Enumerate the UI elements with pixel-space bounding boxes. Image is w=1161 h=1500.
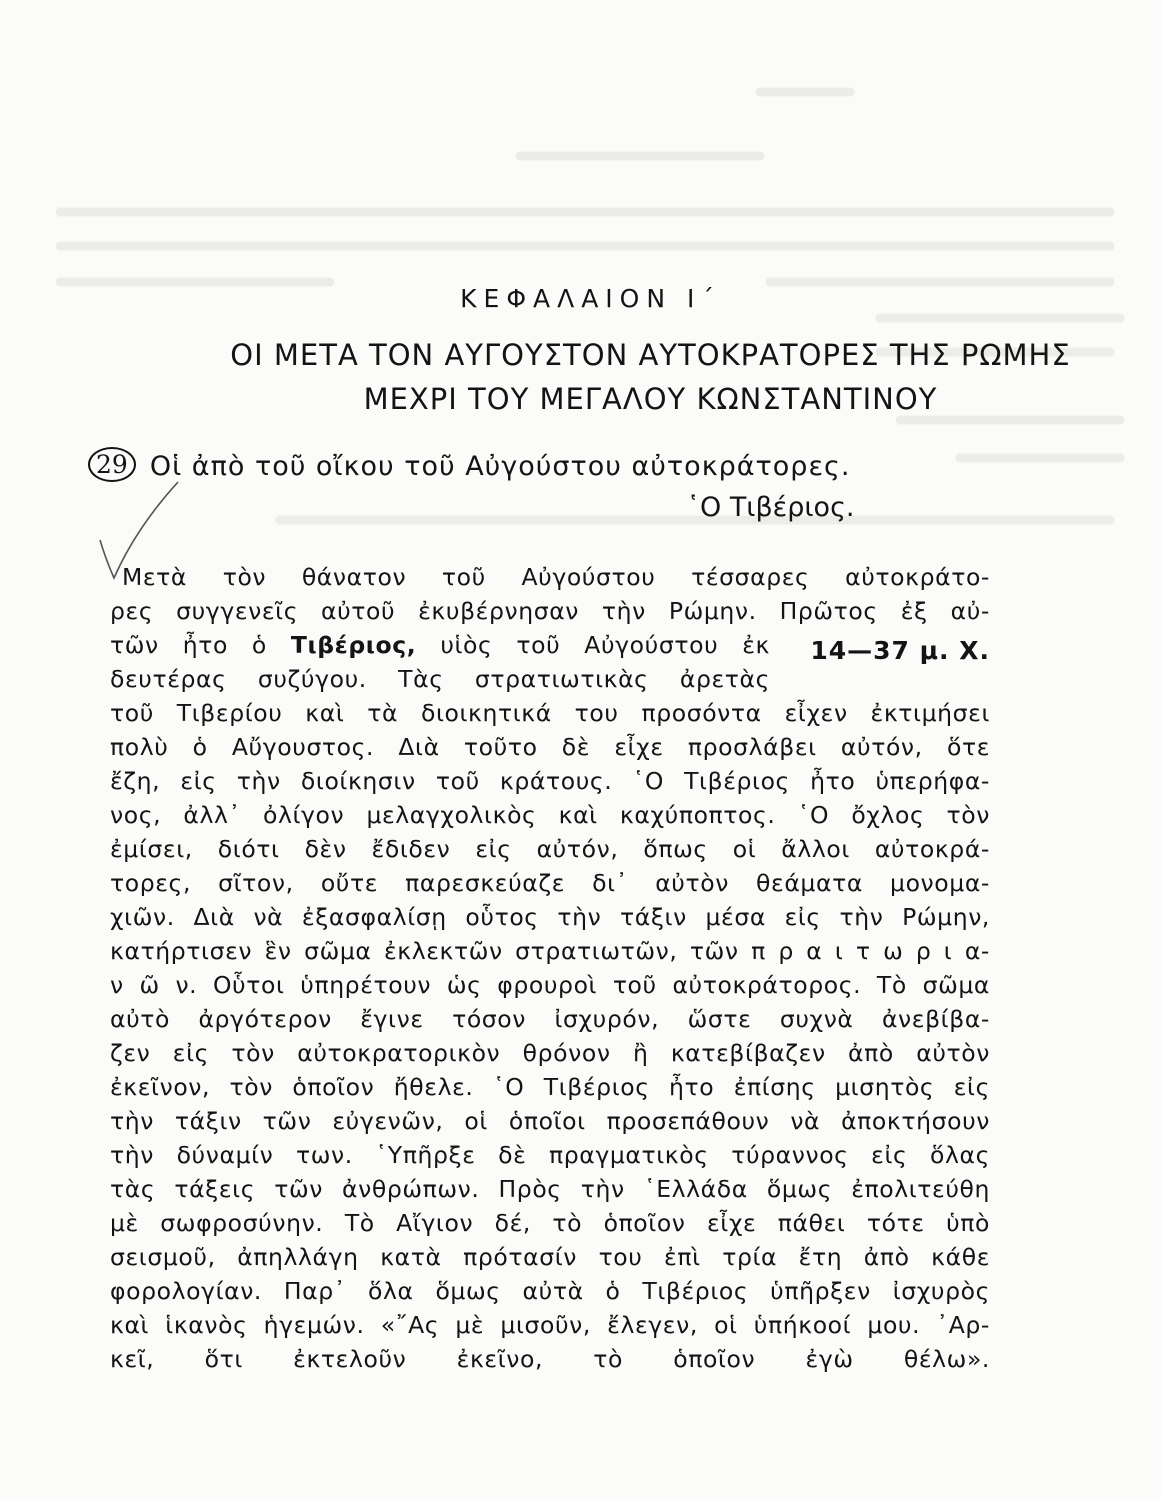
body-line: κατήρτισεν ἓν σῶμα ἐκλεκτῶν στρατιωτῶν, τῶν π ρ α ι τ ω ρ ι α- <box>110 937 990 965</box>
body-paragraph-start <box>110 560 990 628</box>
chapter-title-line-1: ΟΙ ΜΕΤΑ ΤΟΝ ΑΥΓΟΥΣΤΟΝ ΑΥΤΟΚΡΑΤΟΡΕΣ ΤΗΣ ΡΩΜΗΣ <box>230 338 1071 372</box>
body-line: μὲ σωφροσύνην. Τὸ Αἴγιον δέ, τὸ ὁποῖον εἶχε πάθει τότε ὑπὸ <box>110 1209 990 1237</box>
body-line: σεισμοῦ, ἀπηλλάγη κατὰ πρότασίν του ἐπὶ τρία ἔτη ἀπὸ κάθε <box>110 1243 990 1271</box>
body-line <box>110 1376 990 1410</box>
section-subtitle: ῾Ο Τιβέριος. <box>686 492 855 523</box>
body-line: ν ῶ ν. Οὗτοι ὑπηρέτουν ὡς φρουροὶ τοῦ αὐτοκράτορος. Τὸ σῶμα <box>110 971 990 999</box>
body-line: Μετὰ τὸν θάνατον τοῦ Αὐγούστου τέσσαρες αὐτοκράτο- <box>122 563 990 591</box>
body-line: δευτέρας συζύγου. Τὰς στρατιωτικὰς ἀρετὰς <box>110 665 770 693</box>
body-paragraph-rest <box>110 696 990 1410</box>
section-heading <box>88 450 850 485</box>
body-line <box>110 628 770 662</box>
body-lines-beside-margin-note <box>110 628 770 696</box>
section-title: Οἱ ἀπὸ τοῦ οἴκου τοῦ Αὐγούστου αὐτοκράτορες. <box>149 451 851 482</box>
body-line: χιῶν. Διὰ νὰ ἐξασφαλίσῃ οὗτος τὴν τάξιν μέσα εἰς τὴν Ρώμην, <box>110 903 990 931</box>
body-line: φορολογίαν. Παρ᾽ ὅλα ὅμως αὐτὰ ὁ Τιβέριος ὑπῆρξεν ἰσχυρὸς <box>110 1277 990 1305</box>
emphasized-name: Τιβέριος, <box>290 631 417 659</box>
body-line: τορες, σῖτον, οὔτε παρεσκεύαζε δι᾽ αὐτὸν θεάματα μονομα- <box>110 869 990 897</box>
body-line: κεῖ, ὅτι ἐκτελοῦν ἐκεῖνο, τὸ ὁποῖον ἐγὼ θέλω». <box>110 1345 990 1373</box>
body-line: ἐμίσει, διότι δὲν ἔδιδεν εἰς αὐτόν, ὅπως οἱ ἄλλοι αὐτοκρά- <box>110 835 990 863</box>
body-line: ρες συγγενεῖς αὐτοῦ ἐκυβέρνησαν τὴν Ρώμην. Πρῶτος ἐξ αὐ- <box>110 597 990 625</box>
body-line-fragment: υἱὸς τοῦ Αὐγούστου ἐκ <box>440 631 770 659</box>
body-line: ἐκεῖνον, τὸν ὁποῖον ἤθελε. ῾Ο Τιβέριος ἦτο ἐπίσης μισητὸς εἰς <box>110 1073 990 1101</box>
body-line: καὶ ἱκανὸς ἡγεμών. «῎Ας μὲ μισοῦν, ἔλεγεν, οἱ ὑπήκοοί μου. ᾿Αρ- <box>110 1311 990 1339</box>
body-line: ζεν εἰς τὸν αὐτοκρατορικὸν θρόνον ἢ κατεβίβαζεν ἀπὸ αὐτὸν <box>110 1039 990 1067</box>
body-line: πολὺ ὁ Αὔγουστος. Διὰ τοῦτο δὲ εἶχε προσλάβει αὐτόν, ὅτε <box>110 733 990 761</box>
section-number-circled: 29 <box>88 447 136 482</box>
body-line: τὴν τάξιν τῶν εὐγενῶν, οἱ ὁποῖοι προσεπάθουν νὰ ἀποκτήσουν <box>110 1107 990 1135</box>
margin-date-note: 14—37 μ. Χ. <box>810 636 990 665</box>
body-line: αὐτὸ ἀργότερον ἔγινε τόσον ἰσχυρόν, ὥστε συχνὰ ἀνεβίβα- <box>110 1005 990 1033</box>
body-line: τὰς τάξεις τῶν ἀνθρώπων. Πρὸς τὴν ῾Ελλάδα ὅμως ἐπολιτεύθη <box>110 1175 990 1203</box>
body-line-fragment: τῶν ἦτο ὁ <box>110 631 267 659</box>
body-line: νος, ἀλλ᾽ ὀλίγον μελαγχολικὸς καὶ καχύποπτος. ῾Ο ὄχλος τὸν <box>110 801 990 829</box>
body-line: τὴν δύναμίν των. ῾Υπῆρξε δὲ πραγματικὸς τύραννος εἰς ὅλας <box>110 1141 990 1169</box>
chapter-title-line-2: ΜΕΧΡΙ ΤΟΥ ΜΕΓΑΛΟΥ ΚΩΝΣΤΑΝΤΙΝΟΥ <box>363 382 938 416</box>
body-line: ἔζη, εἰς τὴν διοίκησιν τοῦ κράτους. ῾Ο Τιβέριος ἦτο ὑπερήφα- <box>110 767 990 795</box>
chapter-label: ΚΕΦΑΛΑΙΟΝ Ι΄ <box>460 284 721 313</box>
body-line: τοῦ Τιβερίου καὶ τὰ διοικητικά του προσόντα εἶχεν ἐκτιμήσει <box>110 699 990 727</box>
